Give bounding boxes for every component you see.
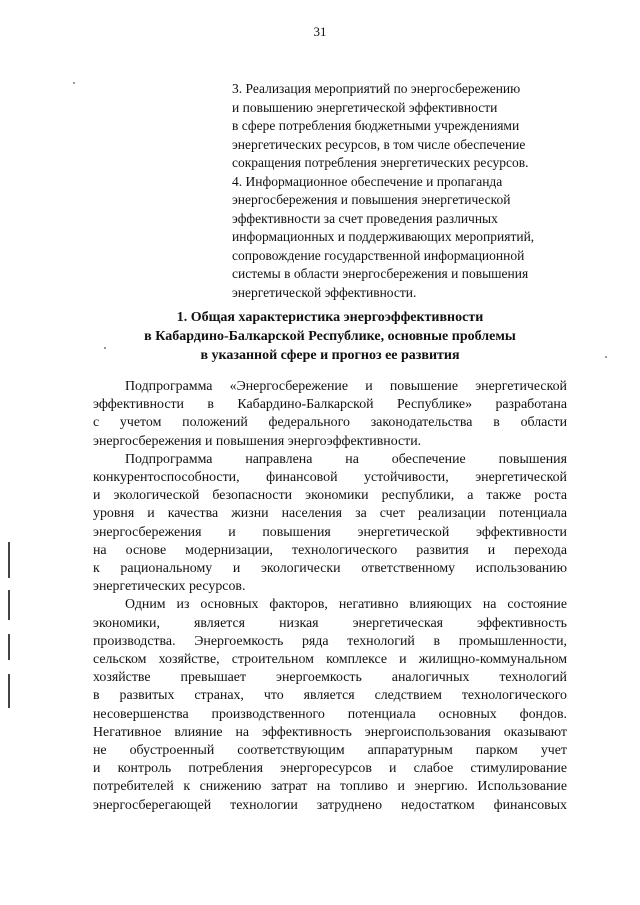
paragraph-line: эффективности в Кабардино-Балкарской Республике» разработана <box>93 397 567 413</box>
goals-line: энергетических ресурсов, в том числе обеспечение <box>232 136 526 152</box>
scan-speck <box>73 82 75 84</box>
body-text <box>93 378 567 815</box>
paragraph-line: на основе модернизации, технологического развития и перехода <box>93 542 567 558</box>
paragraph-line: Негативное влияние на эффективность энергоиспользования оказывают <box>93 724 567 740</box>
paragraph-line: и экологической безопасности экономики республики, а также роста <box>93 488 567 504</box>
paragraph-line: хозяйстве превышает энергоемкость аналогичных технологий <box>93 670 567 686</box>
paragraph-line: не обустроенный соответствующим аппаратурным парком учет <box>93 743 567 759</box>
goals-line: системы в области энергосбережения и повышения <box>232 266 529 281</box>
paragraph-line: энергетических ресурсов. <box>93 579 246 595</box>
goals-line: 3. Реализация мероприятий по энергосбережению <box>232 81 521 96</box>
paragraph-line: потребителей к снижению затрат на топливо и энергию. Использование <box>93 779 567 795</box>
paragraph-line: в развитых странах, что является следствием технологического <box>93 688 567 704</box>
paragraph-line: Подпрограмма направлена на обеспечение повышения <box>125 451 567 467</box>
heading-line: 1. Общая характеристика энергоэффективности <box>176 310 484 325</box>
paragraph-2 <box>93 451 567 597</box>
goals-line: сокращения потребления энергетических ресурсов. <box>232 155 529 170</box>
heading-line: в Кабардино-Балкарской Республике, основные проблемы <box>144 329 516 344</box>
paragraph-line: с учетом положений федерального законодательства в области <box>93 415 567 431</box>
scan-speck <box>605 356 607 358</box>
goals-line: в сфере потребления бюджетными учреждениями <box>232 118 520 133</box>
goals-line: энергетической эффективности. <box>232 284 417 300</box>
paragraph-line: Подпрограмма «Энергосбережение и повышение энергетической <box>125 379 567 394</box>
margin-scan-marks <box>6 542 14 712</box>
paragraph-line: и контроль потребления энергоресурсов и слабое стимулирование <box>93 761 567 777</box>
paragraph-line: уровня и качества жизни населения за счет реализации потенциала <box>93 506 567 522</box>
paragraph-line: несовершенства производственного потенциала основных фондов. <box>93 706 567 722</box>
paragraph-line: к рациональному и экологически ответственному использованию <box>93 561 567 577</box>
paragraph-line: экономики, является низкая энергетическая эффективность <box>93 615 567 631</box>
paragraph-line: Одним из основных факторов, негативно влияющих на состояние <box>125 597 567 613</box>
goals-line: информационных и поддерживающих мероприятий, <box>232 229 535 244</box>
paragraph-line: энергосбережения и повышения энергоэффективности. <box>93 433 422 449</box>
goals-line: эффективности за счет проведения различных <box>232 210 498 226</box>
section-heading <box>90 308 570 365</box>
heading-line: в указанной сфере и прогноз ее развития <box>200 348 460 363</box>
paragraph-line: сельском хозяйстве, строительном комплексе и жилищно-коммунальном <box>93 652 567 668</box>
goals-line: и повышению энергетической эффективности <box>232 99 498 115</box>
paragraph-3 <box>93 596 567 814</box>
paragraph-1 <box>93 378 567 451</box>
paragraph-line: энергосбережения и повышения энергетической эффективности <box>93 524 567 540</box>
goals-line: энергосбережения и повышения энергетической <box>232 192 511 207</box>
paragraph-line: конкурентоспособности, финансовой устойчивости, энергетической <box>93 470 567 486</box>
paragraph-line: производства. Энергоемкость ряда технологий в промышленности, <box>93 633 567 649</box>
goals-line: 4. Информационное обеспечение и пропаганда <box>232 173 503 189</box>
goals-list <box>232 80 572 302</box>
paragraph-line: энергосберегающей технологии затруднено недостатком финансовых <box>93 797 567 813</box>
scan-speck <box>104 347 106 349</box>
page-number: 31 <box>313 24 327 39</box>
goals-line: сопровождение государственной информационной <box>232 247 525 263</box>
